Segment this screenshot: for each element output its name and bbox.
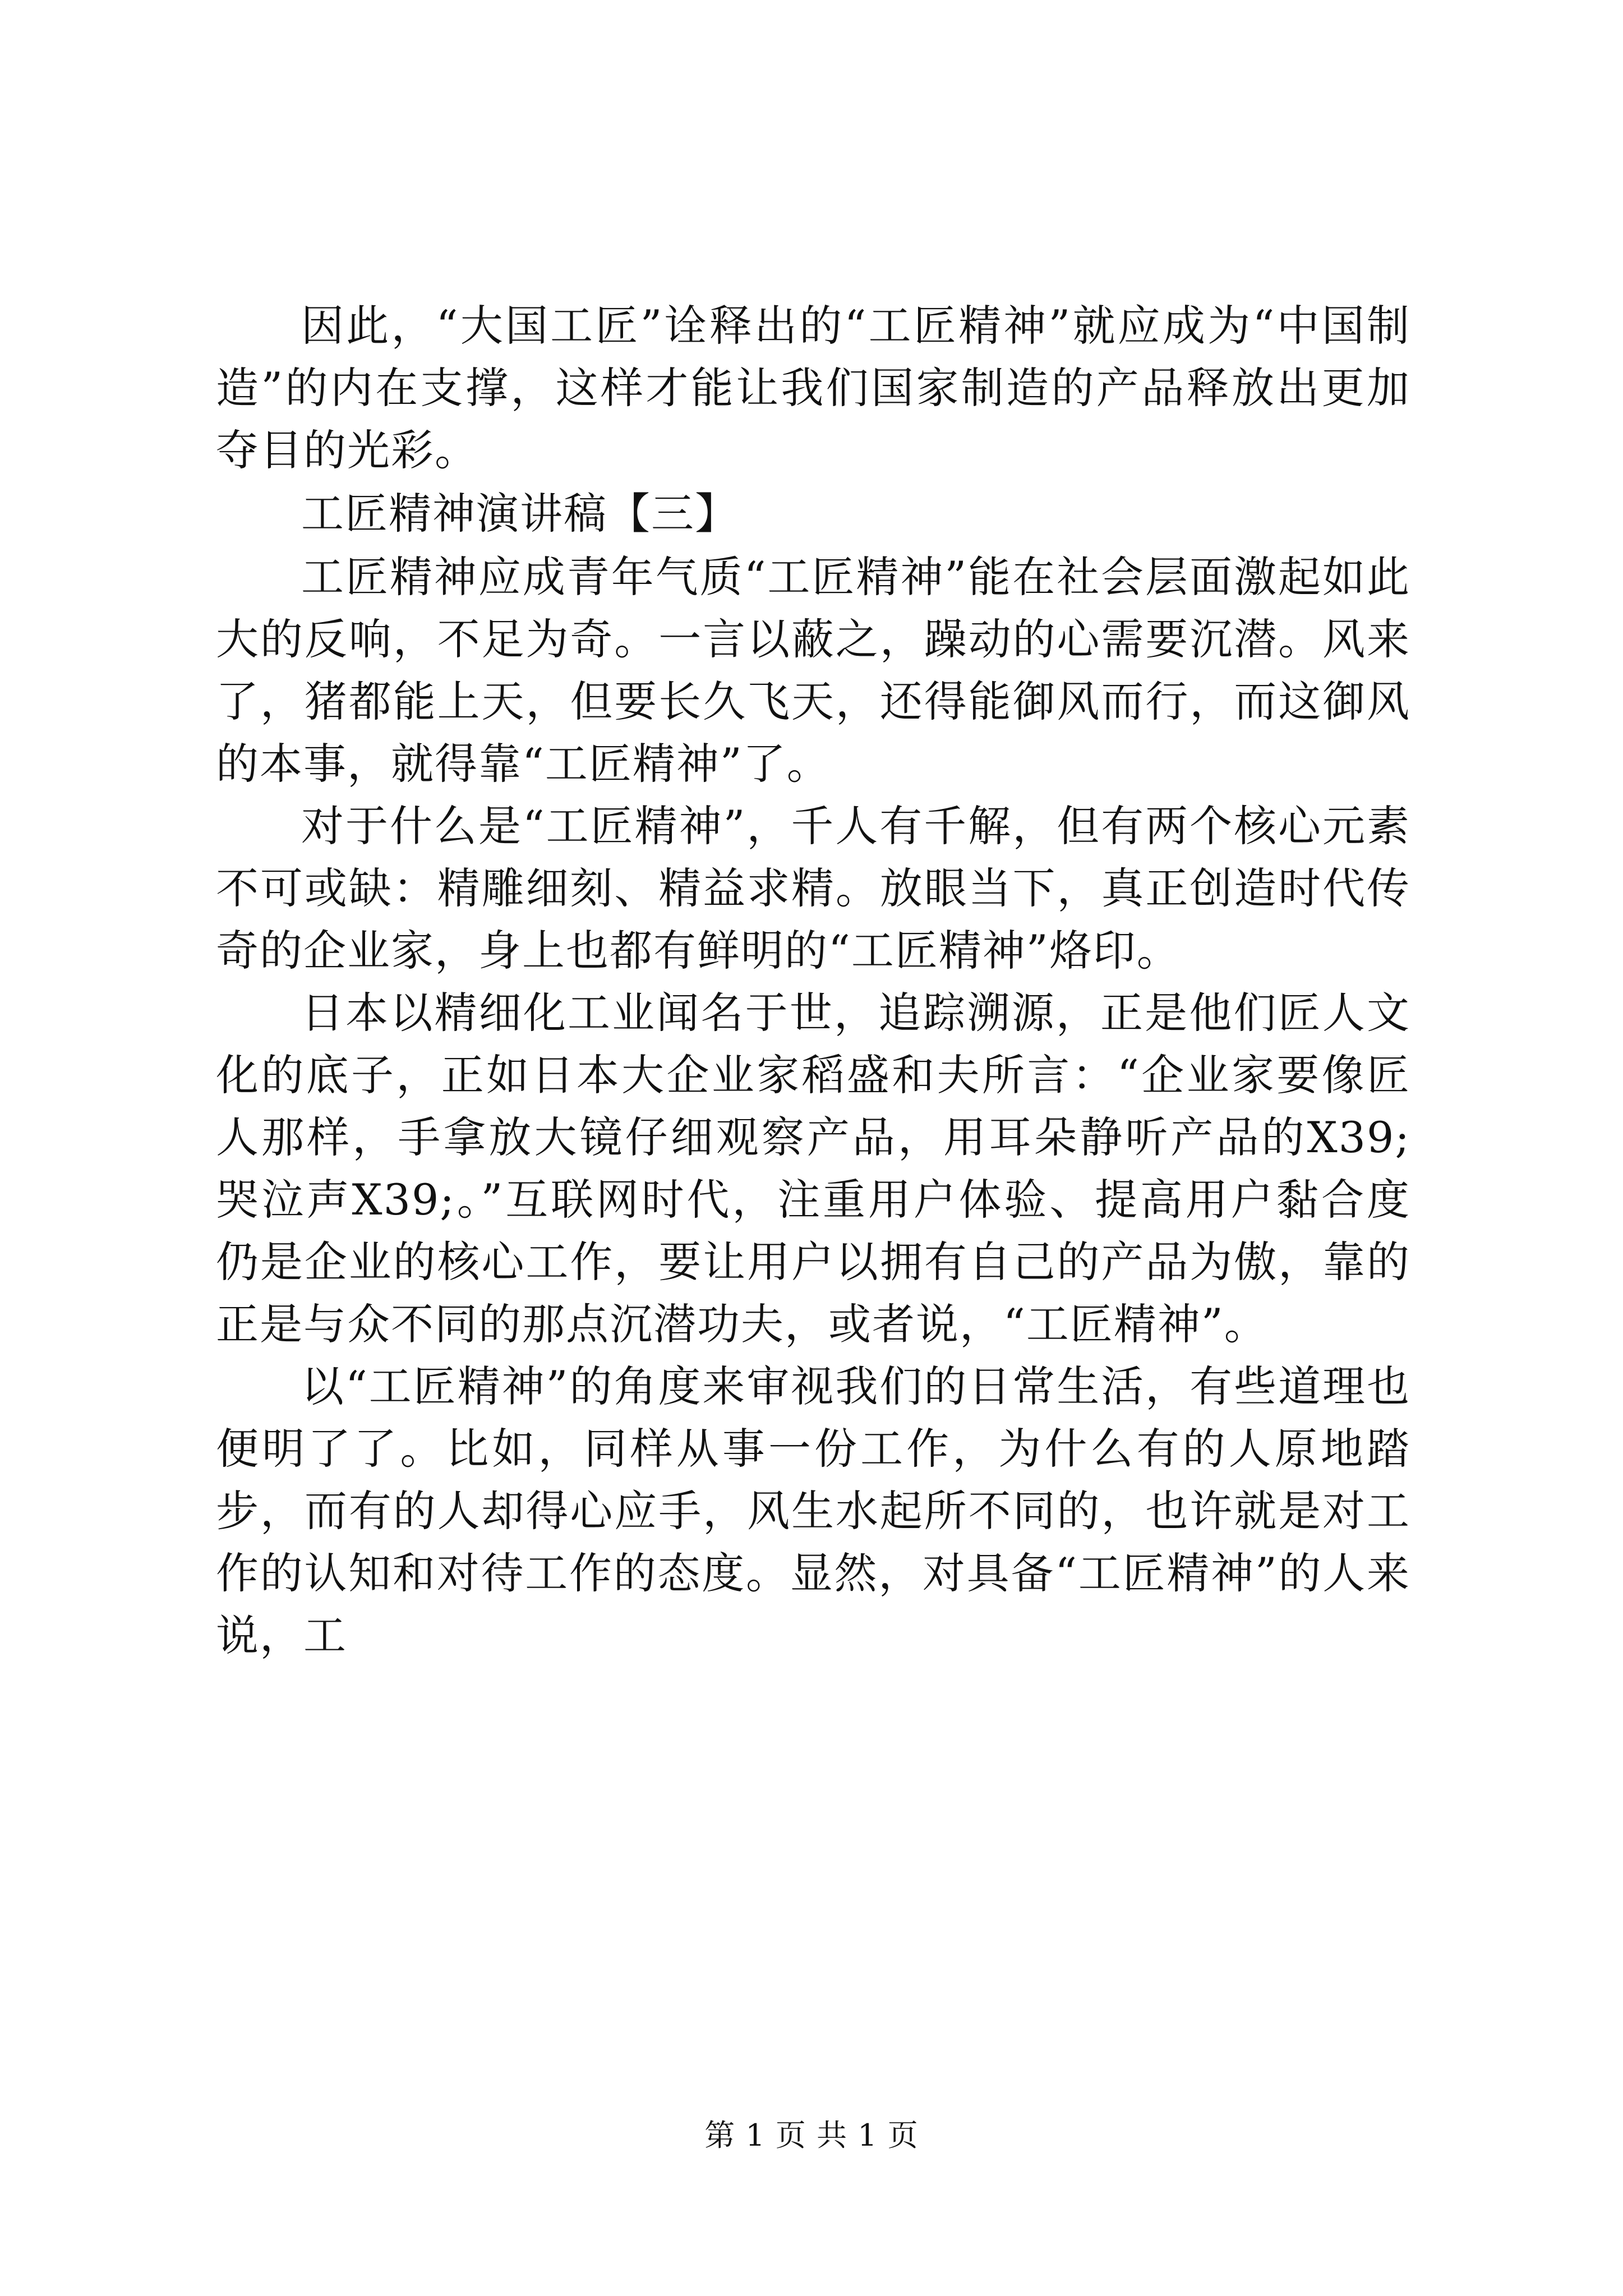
paragraph-intro: 工匠精神应成青年气质“工匠精神”能在社会层面激起如此大的反响，不足为奇。一言以蔽之，躁动的心需要沉潜。风来了，猪都能上天，但要长久飞天，还得能御风而行，而这御风的本事，就得靠“工匠精神”了。 [216, 552, 1410, 789]
page-number-footer: 第 1 页 共 1 页 [704, 2118, 919, 2153]
section-heading: 工匠精神演讲稿【三】 [301, 489, 739, 539]
paragraph-definition: 对于什么是“工匠精神”，千人有千解，但有两个核心元素不可或缺：精雕细刻、精益求精。放眼当下，真正创造时代传奇的企业家，身上也都有鲜明的“工匠精神”烙印。 [216, 801, 1410, 976]
paragraph-japan-example: 日本以精细化工业闻名于世，追踪溯源，正是他们匠人文化的底子，正如日本大企业家稻盛和夫所言：“企业家要像匠人那样，手拿放大镜仔细观察产品，用耳朵静听产品的X39;哭泣声X39;。”互联网时代，注重用户体验、提高用户黏合度仍是企业的核心工作，要让用户以拥有自己的产品为傲，靠的正是与众不同的那点沉潜功夫，或者说，“工匠精神”。 [216, 988, 1410, 1349]
document-body [216, 295, 1410, 1667]
paragraph-daily-life: 以“工匠精神”的角度来审视我们的日常生活，有些道理也便明了了。比如，同样从事一份工作，为什么有的人原地踏步，而有的人却得心应手，风生水起所不同的，也许就是对工作的认知和对待工作的态度。显然，对具备“工匠精神”的人来说，工 [216, 1361, 1410, 1660]
paragraph-conclusion: 因此，“大国工匠”诠释出的“工匠精神”就应成为“中国制造”的内在支撑，这样才能让我们国家制造的产品释放出更加夺目的光彩。 [216, 301, 1410, 475]
